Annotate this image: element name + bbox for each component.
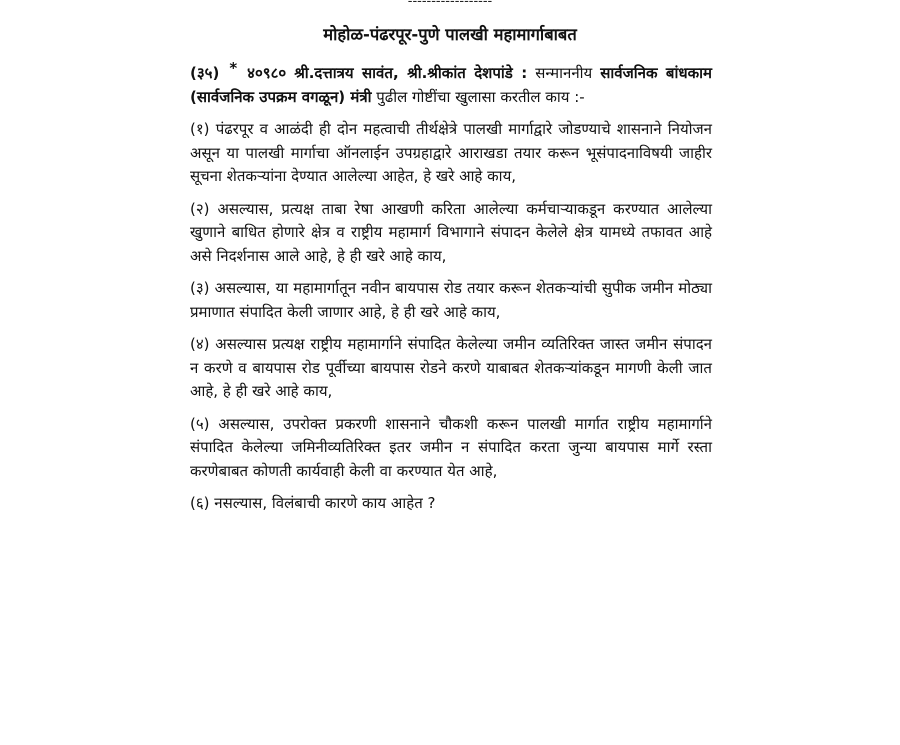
question-members: श्री.दत्तात्रय सावंत, श्री.श्रीकांत देशपांडे : (294, 64, 528, 82)
question-number: (३५) (190, 64, 220, 82)
question-id: ४०९८० (247, 64, 287, 82)
question-intro (190, 59, 712, 109)
top-separator: ------------------ (407, 0, 493, 9)
document-title: मोहोळ-पंढरपूर-पुणे पालखी महामार्गाबाबत (323, 25, 577, 44)
question-point-4: (४) असल्यास प्रत्यक्ष राष्ट्रीय महामार्गाने संपादित केलेल्या जमीन व्यतिरिक्त जास्त जमीन संपादन न करणे व बायपास रोड पूर्वीच्या बायपास रोडने करणे याबाबत शेतकऱ्यांकडून मागणी केली जात आहे, हे ही खरे आहे काय, (190, 335, 712, 400)
question-point-2: (२) असल्यास, प्रत्यक्ष ताबा रेषा आखणी करिता आलेल्या कर्मचाऱ्याकडून करण्यात आलेल्या खुणाने बाधित होणारे क्षेत्र व राष्ट्रीय महामार्ग विभागाने संपादन केलेले क्षेत्र यामध्ये तफावत आहे असे निदर्शनास आले आहे, हे ही खरे आहे काय, (190, 199, 712, 265)
question-point-3: (३) असल्यास, या महामार्गातून नवीन बायपास रोड तयार करून शेतकऱ्यांची सुपीक जमीन मोठ्या प्रमाणात संपादित केली जाणार आहे, हे ही खरे आहे काय, (190, 279, 712, 321)
intro-tail: पुढील गोष्टींचा खुलासा करतील काय :- (376, 87, 585, 106)
question-point-5: (५) असल्यास, उपरोक्त प्रकरणी शासनाने चौकशी करून पालखी मार्गात राष्ट्रीय महामार्गाने संपादित केलेल्या जमिनीव्यतिरिक्त इतर जमीन न संपादित करता जुन्या बायपास मार्गे रस्ता करणेबाबत कोणती कार्यवाही केली वा करण्यात येत आहे, (190, 414, 712, 480)
question-point-6: (६) नसल्यास, विलंबाची कारणे काय आहेत ? (190, 494, 436, 512)
question-point-1: (१) पंढरपूर व आळंदी ही दोन महत्वाची तीर्थक्षेत्रे पालखी मार्गाद्वारे जोडण्याचे शासनाने नियोजन असून या पालखी मार्गाचा ऑनलाईन उपग्रहाद्वारे आराखडा तयार करून भूसंपादनाविषयी जाहीर सूचना शेतकऱ्यांना देण्यात आलेल्या आहेत, हे खरे आहे काय, (190, 120, 712, 185)
minister-designation: सार्वजनिक बांधकाम (सार्वजनिक उपक्रम वगळून) मंत्री (190, 64, 712, 106)
salutation: सन्माननीय (535, 64, 593, 82)
question-body (190, 59, 712, 525)
starred-marker: * (229, 59, 238, 77)
